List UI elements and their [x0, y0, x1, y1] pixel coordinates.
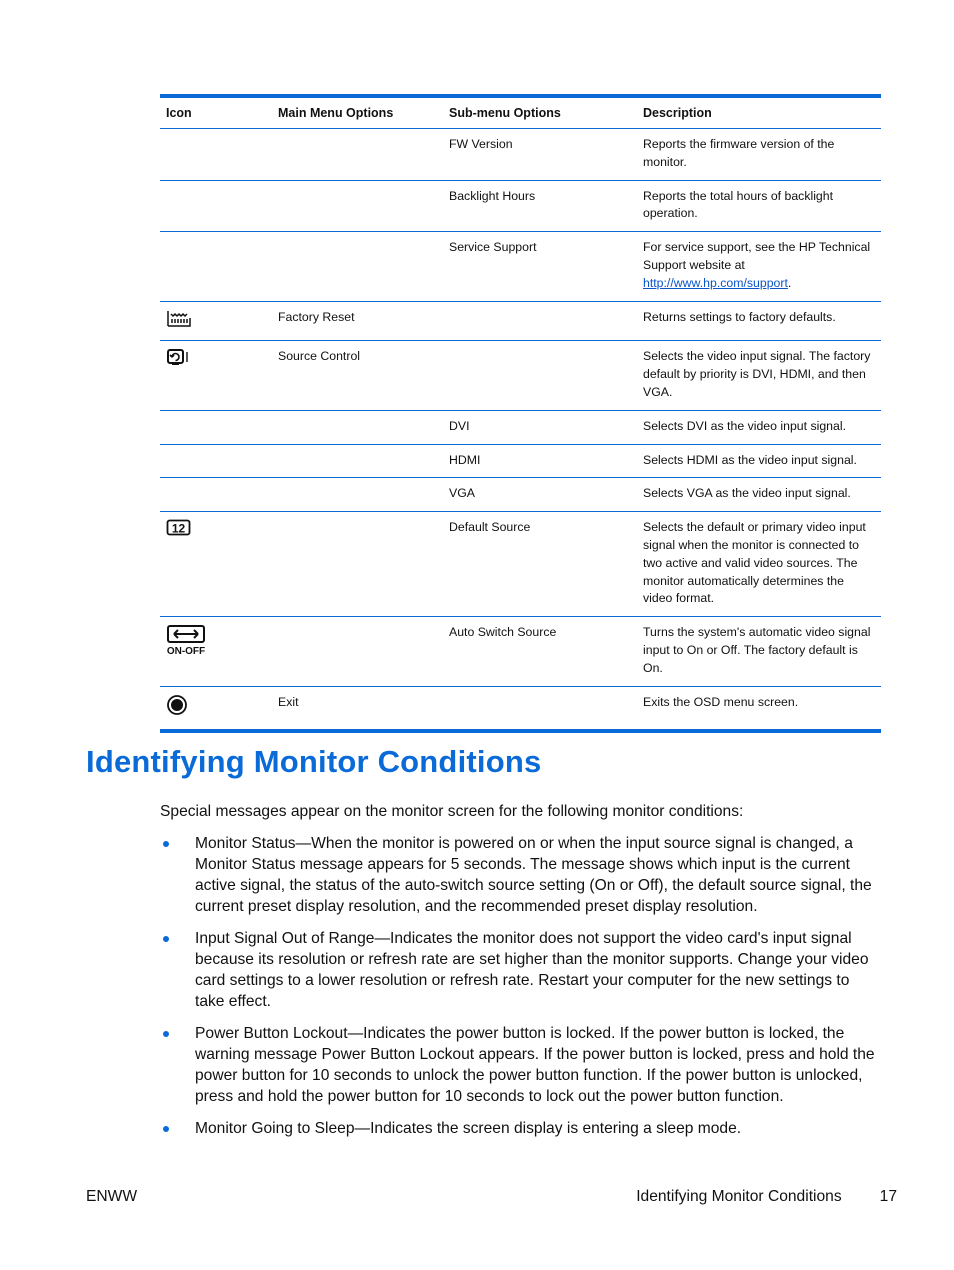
desc-cell: Selects HDMI as the video input signal. — [637, 444, 881, 478]
section-title: Identifying Monitor Conditions — [86, 744, 542, 779]
factory-reset-icon — [166, 309, 192, 333]
section-intro: Special messages appear on the monitor screen for the following monitor conditions: — [160, 803, 744, 820]
icon-cell — [160, 180, 272, 232]
footer-section-title: Identifying Monitor Conditions — [636, 1188, 842, 1205]
exit-icon — [166, 694, 188, 722]
table-row — [160, 410, 881, 444]
header-main-menu: Main Menu Options — [272, 98, 443, 129]
icon-cell — [160, 301, 272, 341]
bullet-icon — [163, 936, 169, 942]
desc-cell: Reports the firmware version of the monitor. — [637, 129, 881, 181]
hp-support-link[interactable]: http://www.hp.com/support — [643, 275, 788, 290]
icon-cell — [160, 444, 272, 478]
desc-text: For service support, see the HP Technical Support website at — [643, 240, 871, 272]
icon-cell — [160, 478, 272, 512]
main-cell — [272, 478, 443, 512]
main-cell — [272, 410, 443, 444]
conditions-list — [160, 833, 882, 1150]
table-row — [160, 617, 881, 686]
table-row — [160, 512, 881, 617]
desc-text-end: . — [787, 275, 792, 290]
default-source-icon-label: 12 — [171, 521, 186, 536]
main-cell: Exit — [278, 694, 299, 709]
desc-cell: Selects DVI as the video input signal. — [637, 410, 881, 444]
footer-right — [636, 1188, 897, 1206]
table-row — [160, 129, 881, 181]
main-cell — [272, 232, 443, 301]
icon-cell — [160, 617, 272, 686]
sub-cell: VGA — [443, 478, 637, 512]
list-item-text: Monitor Status—When the monitor is powered on or when the input source signal is changed, a Monitor Status message appears for 5 seconds. The message shows which input is the current active signal, the status of the auto-switch source setting (On or Off), the default source signal, the current preset display resolution, and the recommended preset display resolution. — [195, 835, 872, 915]
icon-cell — [160, 341, 272, 410]
sub-cell — [443, 686, 637, 729]
page-number: 17 — [879, 1188, 897, 1205]
main-cell — [272, 617, 443, 686]
main-cell: Source Control — [272, 341, 443, 410]
sub-cell: Backlight Hours — [443, 180, 637, 232]
desc-cell: Returns settings to factory defaults. — [637, 301, 881, 341]
sub-cell: DVI — [443, 410, 637, 444]
table-row — [160, 232, 881, 301]
sub-cell: FW Version — [443, 129, 637, 181]
desc-cell: Selects the default or primary video input signal when the monitor is connected to two active and valid video sources. The monitor automatically determines the video format. — [637, 512, 881, 617]
table-bottom-rule — [160, 729, 881, 733]
desc-cell: Exits the OSD menu screen. — [643, 694, 799, 709]
desc-cell: Selects the video input signal. The factory default by priority is DVI, HDMI, and then VGA. — [637, 341, 881, 410]
table-row — [160, 180, 881, 232]
icon-cell — [160, 232, 272, 301]
sub-cell: HDMI — [443, 444, 637, 478]
sub-cell: Service Support — [443, 232, 637, 301]
default-source-icon — [166, 519, 192, 543]
main-cell — [272, 512, 443, 617]
auto-switch-icon-label: ON-OFF — [166, 646, 206, 657]
bullet-icon — [163, 1126, 169, 1132]
bullet-icon — [163, 841, 169, 847]
sub-cell: Auto Switch Source — [443, 617, 637, 686]
header-sub-menu: Sub-menu Options — [443, 98, 637, 129]
table-row — [160, 478, 881, 512]
icon-cell — [160, 686, 272, 729]
header-icon: Icon — [160, 98, 272, 129]
table-row — [160, 301, 881, 341]
header-description: Description — [637, 98, 881, 129]
source-control-icon — [166, 348, 190, 374]
table-row — [160, 341, 881, 410]
table-header-row — [160, 98, 881, 129]
main-cell — [272, 129, 443, 181]
icon-cell — [160, 512, 272, 617]
main-cell — [272, 180, 443, 232]
list-item — [160, 1023, 882, 1107]
icon-cell — [160, 410, 272, 444]
table-row — [160, 686, 881, 729]
list-item — [160, 833, 882, 917]
sub-cell: Default Source — [443, 512, 637, 617]
sub-cell — [443, 301, 637, 341]
main-cell: Factory Reset — [272, 301, 443, 341]
footer-left: ENWW — [86, 1188, 138, 1205]
auto-switch-icon — [166, 624, 208, 662]
desc-cell: Selects VGA as the video input signal. — [637, 478, 881, 512]
desc-cell: Reports the total hours of backlight operation. — [637, 180, 881, 232]
main-cell — [272, 444, 443, 478]
osd-options-table — [160, 94, 881, 733]
list-item — [160, 928, 882, 1012]
bullet-icon — [163, 1031, 169, 1037]
list-item — [160, 1118, 882, 1139]
desc-cell: Turns the system's automatic video signal input to On or Off. The factory default is On. — [637, 617, 881, 686]
list-item-text: Power Button Lockout—Indicates the power button is locked. If the power button is locked, the warning message Power Button Lockout appears. If the power button is locked, press and hold the power button for 10 seconds to unlock the power button function. If the power button is unlocked, press and hold the power button for 10 seconds to lock out the power button function. — [195, 1025, 875, 1105]
icon-cell — [160, 129, 272, 181]
sub-cell — [443, 341, 637, 410]
list-item-text: Monitor Going to Sleep—Indicates the screen display is entering a sleep mode. — [195, 1120, 742, 1137]
list-item-text: Input Signal Out of Range—Indicates the monitor does not support the video card's input signal because its resolution or refresh rate are set higher than the monitor supports. Change your video card settings to a lower resolution or refresh rate. Restart your computer for the new settings to take effect. — [195, 930, 869, 1010]
table-row — [160, 444, 881, 478]
desc-cell — [637, 232, 881, 301]
